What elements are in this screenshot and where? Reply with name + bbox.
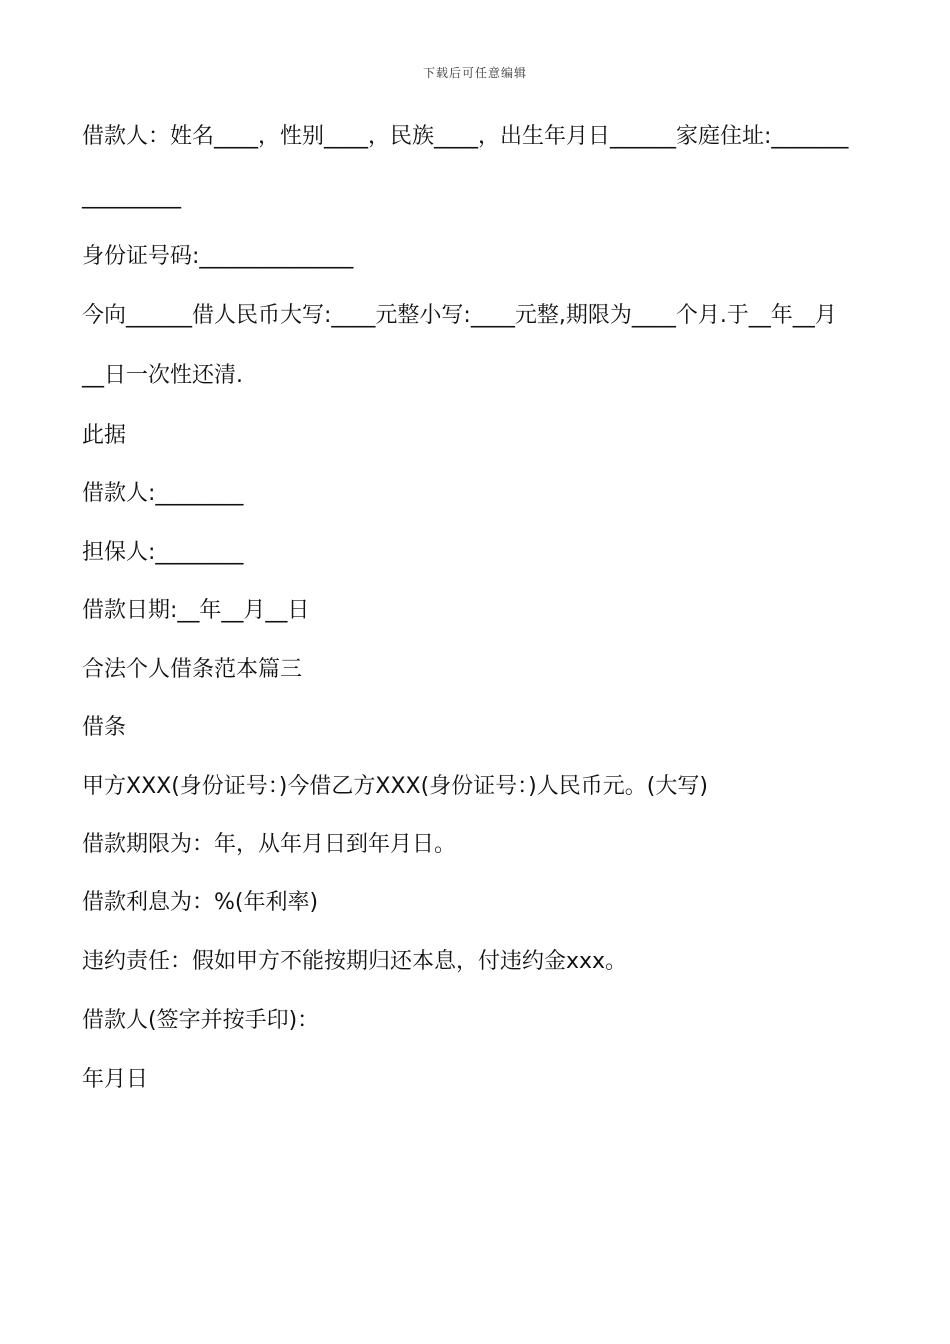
repayment-line: __日一次性还清. bbox=[82, 363, 243, 388]
section-title: 合法个人借条范本篇三 bbox=[82, 657, 303, 682]
evidence-line: 此据 bbox=[82, 423, 127, 448]
borrower-signature-line: 借款人:________ bbox=[82, 481, 244, 506]
interest-line: 借款利息为：%(年利率) bbox=[82, 890, 319, 915]
address-continuation-line: _________ bbox=[82, 184, 181, 209]
page-header: 下载后可任意编辑 bbox=[422, 66, 527, 80]
loan-amount-line: 今向______借人民币大写:____元整小写:____元整,期限为____个月.于__年__月 bbox=[82, 303, 837, 328]
loan-term-line: 借款期限为：年，从年月日到年月日。 bbox=[82, 832, 457, 857]
id-number-line: 身份证号码:______________ bbox=[82, 244, 354, 269]
signature-fingerprint-line: 借款人(签字并按手印)： bbox=[82, 1008, 320, 1033]
borrower-info-line: 借款人：姓名____，性别____，民族____，出生年月日______家庭住址:_______ bbox=[82, 124, 849, 149]
guarantor-signature-line: 担保人:________ bbox=[82, 540, 244, 565]
parties-line: 甲方XXX(身份证号：)今借乙方XXX(身份证号：)人民币元。(大写) bbox=[82, 774, 708, 799]
date-line: 年月日 bbox=[82, 1067, 149, 1092]
default-liability-line: 违约责任：假如甲方不能按期归还本息，付违约金xxx。 bbox=[82, 949, 628, 974]
loan-date-line: 借款日期:__年__月__日 bbox=[82, 598, 310, 623]
document-title: 借条 bbox=[82, 715, 127, 740]
